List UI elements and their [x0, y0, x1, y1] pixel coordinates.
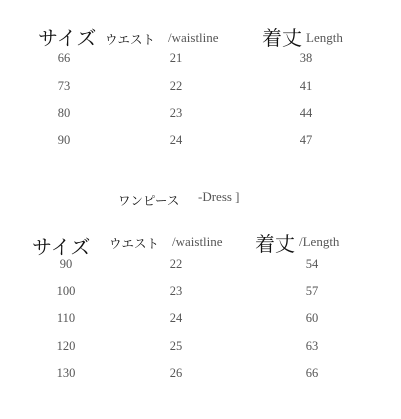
table1-row4-size: 90: [57, 133, 71, 147]
table1-waist-header-jp: ウエスト: [105, 32, 156, 47]
table2-row3-size: 110: [56, 311, 76, 325]
table2-length-header-jp: 着丈: [255, 232, 295, 256]
table2-row5-size: 130: [56, 366, 76, 380]
table2-row3-length: 60: [305, 311, 319, 325]
table1-row4-waist: 24: [169, 133, 183, 147]
table1-row4-length: 47: [299, 133, 313, 147]
table1-row1-size: 66: [57, 51, 71, 65]
section2-title-jp: ワンピース: [118, 193, 180, 208]
table2-row1-size: 90: [59, 257, 73, 271]
table1-row1-waist: 21: [169, 51, 183, 65]
table1-size-header: サイズ: [38, 26, 97, 50]
cropped-top-text: [188, 0, 236, 2]
table1-row3-length: 44: [299, 106, 313, 120]
table2-row5-waist: 26: [169, 366, 183, 380]
section2-title-en: -Dress ]: [198, 189, 240, 204]
table1-length-header-en: Length: [306, 30, 343, 45]
table2-row3-waist: 24: [169, 311, 183, 325]
table1-row3-size: 80: [57, 106, 71, 120]
table2-waist-header-jp: ウエスト: [109, 236, 160, 251]
table2-waist-header-en: /waistline: [172, 234, 223, 249]
table2-row4-length: 63: [305, 339, 319, 353]
table1-row2-length: 41: [299, 79, 313, 93]
table2-row4-waist: 25: [169, 339, 183, 353]
table1-row3-waist: 23: [169, 106, 183, 120]
table2-row1-length: 54: [305, 257, 319, 271]
table2-row2-waist: 23: [169, 284, 183, 298]
table2-length-header-en: /Length: [299, 234, 340, 249]
table2-row5-length: 66: [305, 366, 319, 380]
table1-row1-length: 38: [299, 51, 313, 65]
table1-row2-waist: 22: [169, 79, 183, 93]
table2-size-header: サイズ: [32, 235, 91, 259]
table2-row2-length: 57: [305, 284, 319, 298]
table2-row4-size: 120: [56, 339, 76, 353]
table2-row1-waist: 22: [169, 257, 183, 271]
table1-row2-size: 73: [57, 79, 71, 93]
table1-waist-header-en: /waistline: [168, 30, 219, 45]
table2-row2-size: 100: [56, 284, 76, 298]
table1-length-header-jp: 着丈: [262, 26, 302, 50]
